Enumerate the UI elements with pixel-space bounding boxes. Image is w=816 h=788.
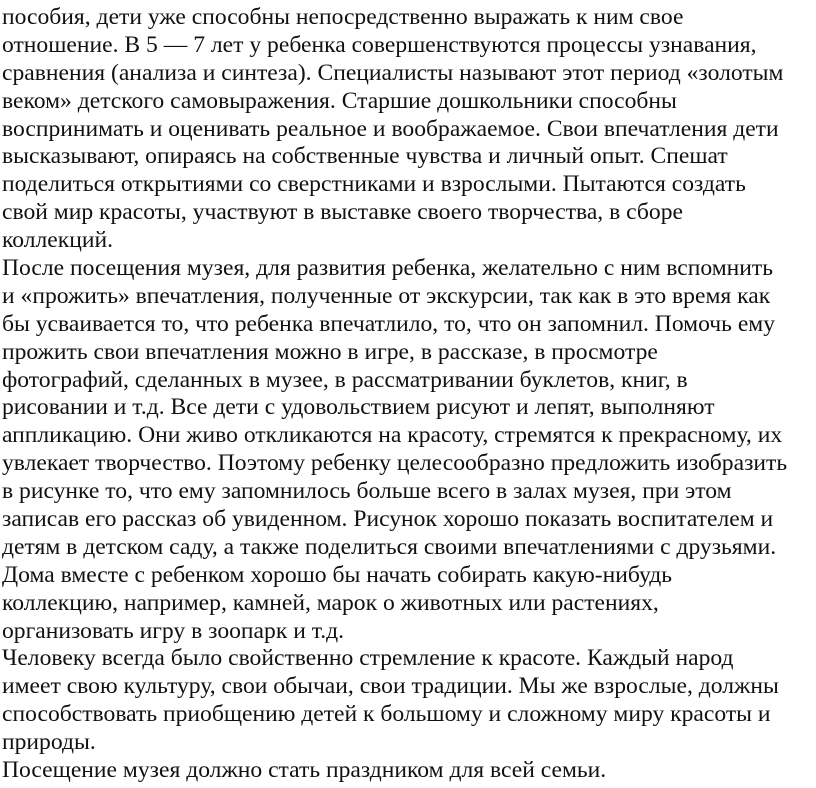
text-line: пособия, дети уже способны непосредственно выражать к ним свое — [2, 4, 684, 30]
text-line: фотографий, сделанных в музее, в рассматривании буклетов, книг, в — [2, 366, 688, 393]
text-line: свой мир красоты, участвуют в выставке своего творчества, в сборе — [2, 199, 683, 226]
text-line: детям в детском саду, а также поделиться своими впечатлениями с друзьями. — [2, 533, 777, 560]
text-line: отношение. В 5 — 7 лет у ребенка совершенствуются процессы узнавания, — [2, 31, 757, 58]
text-line: Посещение музея должно стать праздником для всей семьи. — [2, 757, 607, 784]
text-line: прожить свои впечатления можно в игре, в рассказе, в просмотре — [2, 338, 658, 365]
text-line: Человеку всегда было свойственно стремление к красоте. Каждый народ — [2, 645, 734, 672]
text-line: аппликацию. Они живо откликаются на красоту, стремятся к прекрасному, их — [2, 422, 783, 449]
text-line: и «прожить» впечатления, полученные от экскурсии, так как в это время как — [2, 282, 771, 309]
text-line: поделиться открытиями со сверстниками и взрослыми. Пытаются создать — [2, 171, 746, 198]
text-line: высказывают, опираясь на собственные чувства и личный опыт. Спешат — [2, 143, 728, 170]
text-line: рисовании и т.д. Все дети с удовольствием рисуют и лепят, выполняют — [2, 394, 715, 421]
text-line: увлекает творчество. Поэтому ребенку целесообразно предложить изобразить — [2, 450, 788, 477]
text-line: После посещения музея, для развития ребенка, желательно с ним вспомнить — [2, 255, 773, 282]
text-line: способствовать приобщению детей к большому и сложному миру красоты и — [2, 701, 771, 728]
text-line: записав его рассказ об увиденном. Рисунок хорошо показать воспитателем и — [2, 506, 774, 533]
text-line: веком» детского самовыражения. Старшие дошкольники способны — [2, 87, 677, 114]
text-line: коллекций. — [2, 227, 114, 254]
text-line: коллекцию, например, камней, марок о животных или растениях, — [2, 589, 659, 616]
text-line: природы. — [2, 729, 96, 756]
text-line: в рисунке то, что ему запомнилось больше всего в залах музея, при этом — [2, 478, 732, 505]
text-line: организовать игру в зоопарк и т.д. — [2, 617, 345, 644]
text-line: Дома вместе с ребенком хорошо бы начать собирать какую-нибудь — [2, 561, 673, 588]
text-line: воспринимать и оценивать реальное и воображаемое. Свои впечатления дети — [2, 115, 779, 142]
text-line: сравнения (анализа и синтеза). Специалисты называют этот период «золотым — [2, 59, 784, 86]
text-line: имеет свою культуру, свои обычаи, свои традиции. Мы же взрослые, должны — [2, 673, 779, 700]
text-line: бы усваивается то, что ребенка впечатлило, то, что он запомнил. Помочь ему — [2, 310, 776, 337]
